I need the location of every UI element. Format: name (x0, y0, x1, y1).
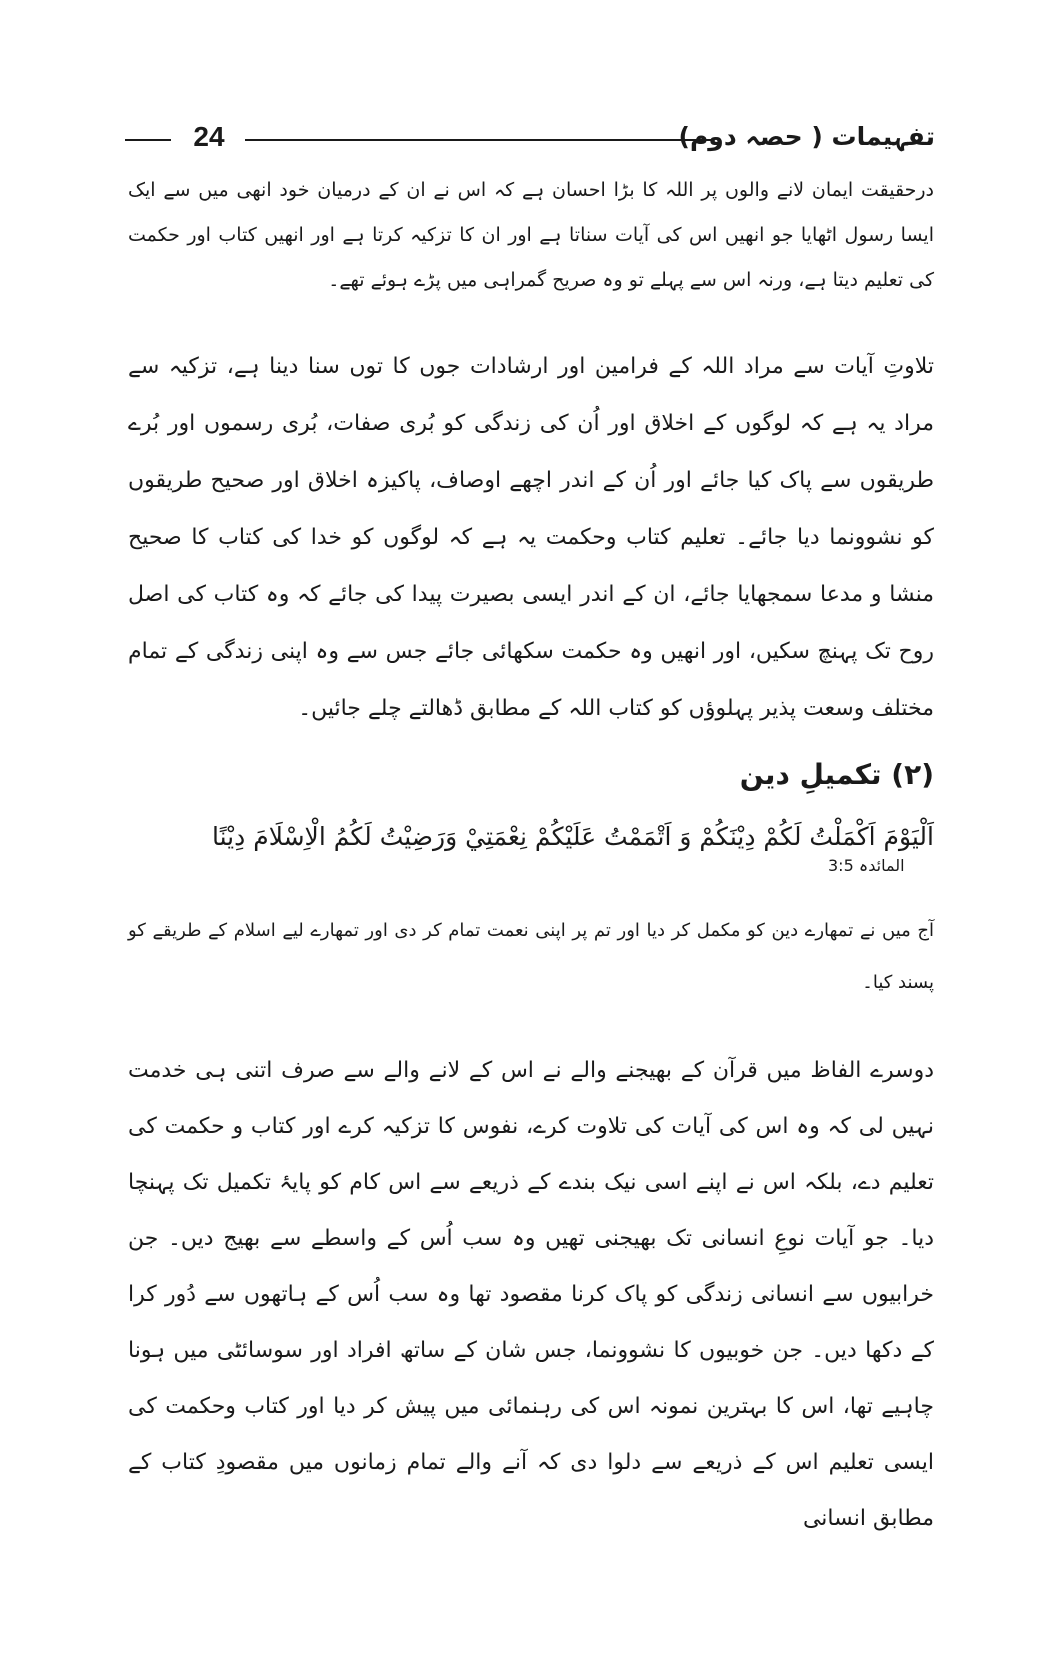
header-rule-short (125, 139, 171, 141)
quran-meaning-paragraph: درحقیقت ایمان لانے والوں پر اللہ کا بڑا احسان ہے کہ اس نے ان کے درمیان خود انھی میں سے ایک ایسا رسول اٹھایا جو انھیں اس کی آیات سناتا ہے اور ان کا تزکیہ کرتا ہے اور انھیں کتاب اور حکمت کی تعلیم دیتا ہے، ورنہ اس سے پہلے تو وہ صریح گمراہی میں پڑے ہوئے تھے۔ (128, 179, 934, 291)
page-header (125, 120, 935, 156)
header-rule (245, 139, 713, 141)
verse-reference: المائدہ 3:5 (828, 856, 905, 875)
verse-translation: آج میں نے تمھارے دین کو مکمل کر دیا اور تم پر اپنی نعمت تمام کر دی اور تمھارے لیے اسلام کے طریقے کو پسند کیا۔ (128, 920, 934, 993)
book-title: تفہیمات ( حصہ دوم) (678, 122, 935, 151)
page-number: 24 (193, 121, 225, 152)
closing-paragraph: دوسرے الفاظ میں قرآن کے بھیجنے والے نے اس کے لانے والے سے صرف اتنی ہی خدمت نہیں لی کہ وہ اس کی آیات کی تلاوت کرے، نفوس کا تزکیہ کرے اور کتاب و حکمت کی تعلیم دے، بلکہ اس نے اپنے اسی نیک بندے کے ذریعے سے اس کام کو پایۂ تکمیل تک پہنچا دیا۔ جو آیات نوعِ انسانی تک بھیجنی تھیں وہ سب اُس کے واسطے سے بھیج دیں۔ جن خرابیوں سے انسانی زندگی کو پاک کرنا مقصود تھا وہ سب اُس کے ہاتھوں سے دُور کرا کے دکھا دیں۔ جن خوبیوں کا نشوونما، جس شان کے ساتھ افراد اور سوسائٹی میں ہونا چاہیے تھا، اس کا بہترین نمونہ اس کی رہنمائی میں پیش کر دیا اور کتاب وحکمت کی ایسی تعلیم اس کے ذریعے سے دلوا دی کہ آنے والے تمام زمانوں میں مقصودِ کتاب کے مطابق انسانی (128, 1058, 934, 1531)
section-heading: (۲) تکمیلِ دین (739, 758, 934, 791)
explanation-paragraph: تلاوتِ آیات سے مراد اللہ کے فرامین اور ارشادات جوں کا توں سنا دینا ہے، تزکیہ سے مراد یہ ہے کہ لوگوں کے اخلاق اور اُن کی زندگی کو بُری صفات، بُری رسموں اور بُرے طریقوں سے پاک کیا جائے اور اُن کے اندر اچھے اوصاف، پاکیزہ اخلاق اور صحیح طریقوں کو نشوونما دیا جائے۔ تعلیم کتاب وحکمت یہ ہے کہ لوگوں کو خدا کی کتاب کا صحیح منشا و مدعا سمجھایا جائے، ان کے اندر ایسی بصیرت پیدا کی جائے کہ وہ کتاب کی اصل روح تک پہنچ سکیں، اور انھیں وہ حکمت سکھائی جائے جس سے وہ اپنی زندگی کے تمام مختلف وسعت پذیر پہلوؤں کو کتاب اللہ کے مطابق ڈھالتے چلے جائیں۔ (128, 354, 934, 721)
quran-verse: اَلْيَوْمَ اَكْمَلْتُ لَكُمْ دِيْنَكُمْ وَ اَتْمَمْتُ عَلَيْكُمْ نِعْمَتِيْ وَرَضِيْتُ لَكُمُ الْاِسْلَامَ دِيْنًا (212, 822, 934, 851)
